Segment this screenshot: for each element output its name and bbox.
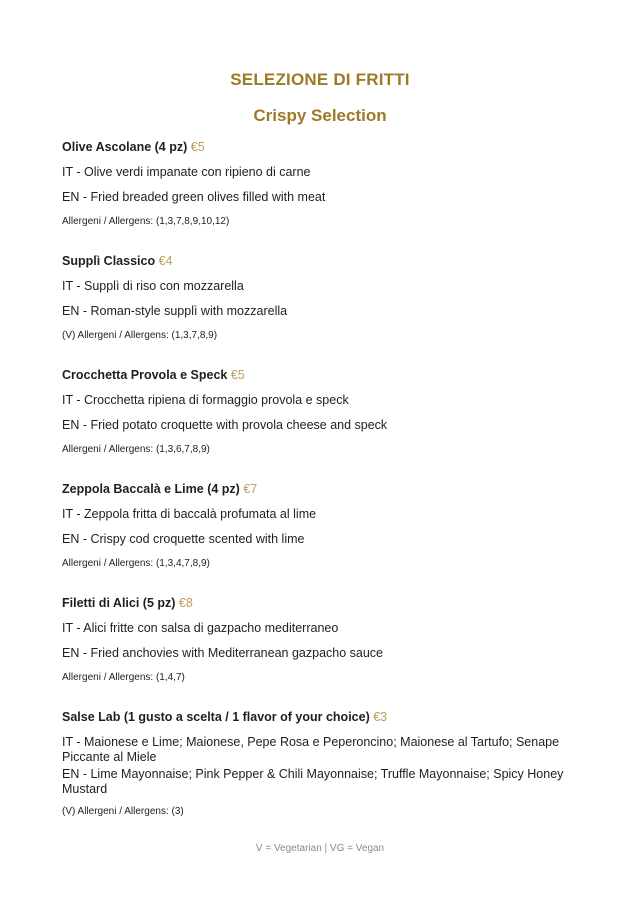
item-allergens: (V) Allergeni / Allergens: (3)	[62, 806, 184, 817]
item-desc-en: EN - Fried breaded green olives filled with meat	[62, 190, 326, 204]
menu-item-filetti-di-alici	[62, 596, 578, 684]
item-desc-en: EN - Fried anchovies with Mediterranean gazpacho sauce	[62, 646, 384, 660]
item-name-text: Supplì Classico	[62, 254, 156, 268]
item-name	[62, 140, 578, 155]
item-desc-it: IT - Supplì di riso con mozzarella	[62, 279, 244, 293]
item-name	[62, 596, 578, 611]
item-desc-it: IT - Zeppola fritta di baccalà profumata al lime	[62, 507, 317, 521]
item-desc-it: IT - Olive verdi impanate con ripieno di carne	[62, 165, 311, 179]
item-price: €8	[178, 596, 193, 610]
item-allergens: (V) Allergeni / Allergens: (1,3,7,8,9)	[62, 330, 218, 341]
item-allergens: Allergeni / Allergens: (1,3,6,7,8,9)	[62, 444, 210, 455]
item-desc-it: IT - Maionese e Lime; Maionese, Pepe Rosa e Peperoncino; Maionese al Tartufo; Senape Piccante al Miele	[62, 735, 560, 764]
item-desc-it: IT - Crocchetta ripiena di formaggio provola e speck	[62, 393, 349, 407]
item-allergens: Allergeni / Allergens: (1,3,4,7,8,9)	[62, 558, 210, 569]
item-allergens: Allergeni / Allergens: (1,3,7,8,9,10,12)	[62, 216, 230, 227]
item-name	[62, 482, 578, 497]
menu-item-salse-lab	[62, 710, 578, 818]
item-name	[62, 254, 578, 269]
item-price: €4	[158, 254, 173, 268]
item-name-text: Salse Lab (1 gusto a scelta / 1 flavor of your choice)	[62, 710, 370, 724]
item-desc-en: EN - Crispy cod croquette scented with lime	[62, 532, 305, 546]
legend-footer: V = Vegetarian | VG = Vegan	[255, 843, 385, 854]
page-subtitle: Crispy Selection	[253, 106, 387, 125]
item-name-text: Filetti di Alici (5 pz)	[62, 596, 176, 610]
item-desc-it: IT - Alici fritte con salsa di gazpacho mediterraneo	[62, 621, 339, 635]
item-price: €5	[190, 140, 205, 154]
item-name-text: Zeppola Baccalà e Lime (4 pz)	[62, 482, 240, 496]
item-allergens: Allergeni / Allergens: (1,4,7)	[62, 672, 185, 683]
item-name-text: Olive Ascolane (4 pz)	[62, 140, 188, 154]
item-name-text: Crocchetta Provola e Speck	[62, 368, 228, 382]
item-price: €3	[373, 710, 388, 724]
item-desc-en: EN - Roman-style supplì with mozzarella	[62, 304, 288, 318]
item-name	[62, 710, 578, 725]
item-price: €7	[243, 482, 258, 496]
menu-item-suppli-classico	[62, 254, 578, 342]
menu-item-zeppola-baccala	[62, 482, 578, 570]
menu-item-crocchetta-provola	[62, 368, 578, 456]
item-name	[62, 368, 578, 383]
item-desc-en: EN - Lime Mayonnaise; Pink Pepper & Chili Mayonnaise; Truffle Mayonnaise; Spicy Honey Mustard	[62, 767, 564, 796]
menu-item-olive-ascolane	[62, 140, 578, 228]
page-title: SELEZIONE DI FRITTI	[230, 70, 410, 89]
item-price: €5	[230, 368, 245, 382]
item-desc-en: EN - Fried potato croquette with provola cheese and speck	[62, 418, 388, 432]
